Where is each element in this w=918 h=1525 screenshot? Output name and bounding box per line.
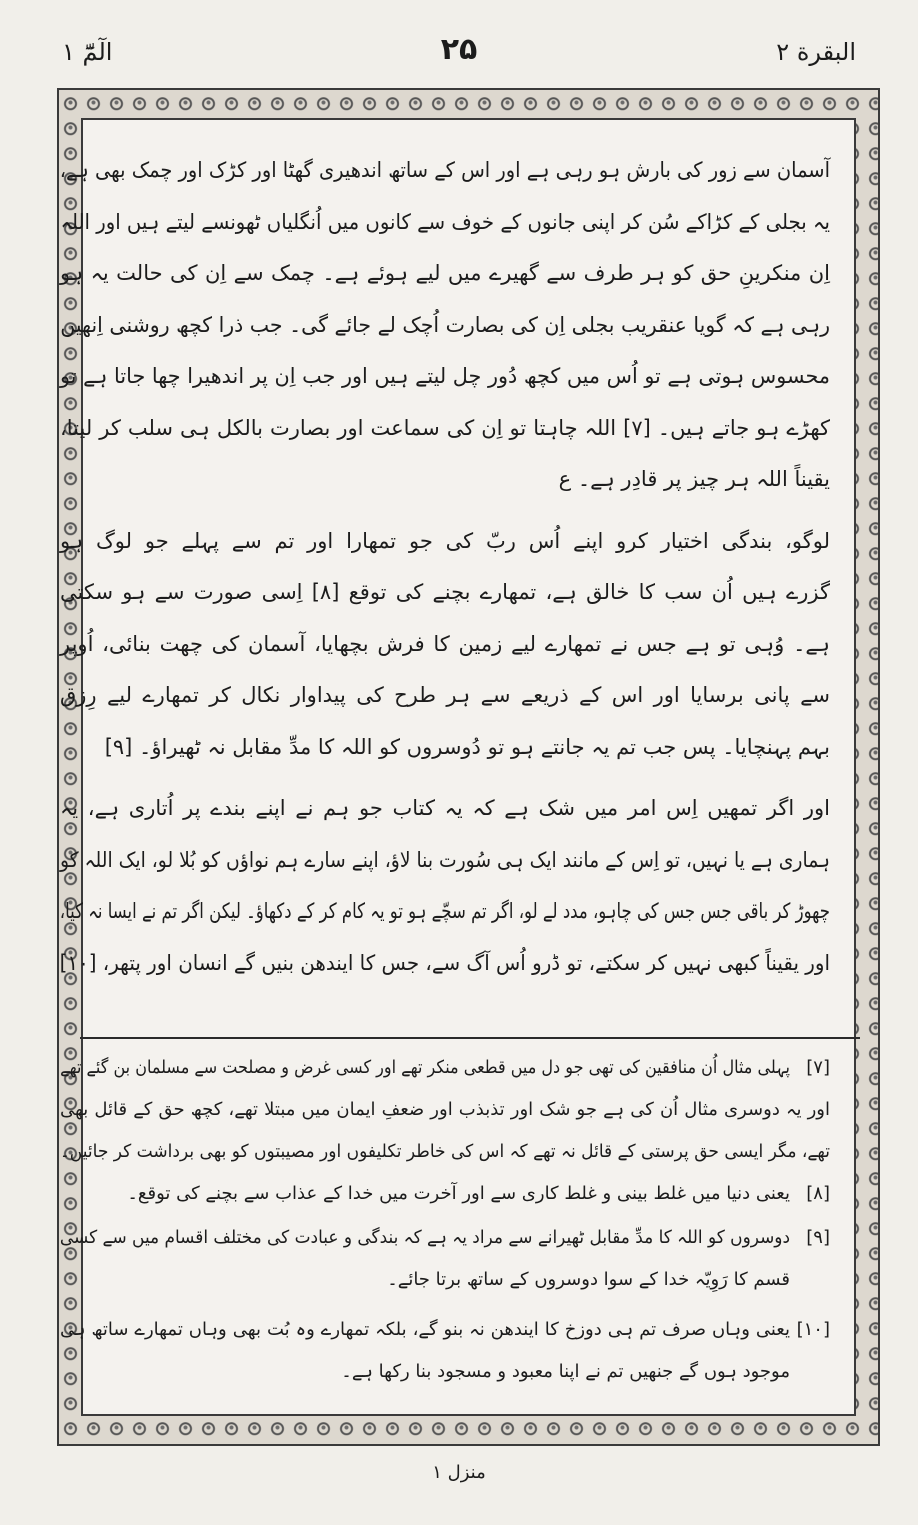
page-number: ۲۵ bbox=[440, 32, 478, 67]
text-line: کھڑے ہو جاتے ہیں۔ [۷] اللہ چاہتا تو اِن کی سماعت اور بصارت بالکل ہی سلب کر لیتا، bbox=[60, 415, 830, 440]
footnote-marker: [۱۰] bbox=[796, 1319, 830, 1340]
text-line: اِن منکرینِ حق کو ہر طرف سے گھیرے میں لیے ہوئے ہے۔ چمک سے اِن کی حالت یہ ہو bbox=[60, 261, 830, 285]
text-line: محسوس ہوتی ہے تو اُس میں کچھ دُور چل لیتے ہیں اور جب اِن پر اندھیرا چھا جاتا ہے تو bbox=[60, 364, 830, 388]
text-line: بہم پہنچایا۔ پس جب تم یہ جانتے ہو تو دُوسروں کو اللہ کا مدِّ مقابل نہ ٹھیراؤ۔ [۹] bbox=[104, 734, 830, 759]
manzil-label: منزل ۱ bbox=[432, 1462, 486, 1483]
footnote-marker: [۷] bbox=[806, 1057, 830, 1078]
text-line: گزرے ہیں اُن سب کا خالق ہے، تمھارے بچنے کی توقع [۸] اِسی صورت سے ہو سکتی bbox=[60, 580, 830, 604]
text-line: اور اگر تمھیں اِس امر میں شک ہے کہ یہ کتاب جو ہم نے اپنے بندے پر اُتاری ہے، یہ bbox=[60, 796, 830, 820]
footnote-line: دوسروں کو اللہ کا مدِّ مقابل ٹھیرانے سے مراد یہ ہے کہ بندگی و عبادت کی مختلف اقسام میں سے کسی bbox=[59, 1227, 791, 1248]
text-line: لوگو، بندگی اختیار کرو اپنے اُس ربّ کی جو تمھارا اور تم سے پہلے جو لوگ ہو bbox=[60, 528, 830, 553]
text-line: آسمان سے زور کی بارش ہو رہی ہے اور اس کے ساتھ اندھیری گھٹا اور کڑک اور چمک بھی ہے، bbox=[59, 158, 830, 182]
text-line: ہماری ہے یا نہیں، تو اِس کے مانند ایک ہی سُورت بنا لاؤ، اپنے سارے ہم نواؤں کو بُلا لو، ایک اللہ کو bbox=[59, 847, 830, 872]
text-line: یہ بجلی کے کڑاکے سُن کر اپنی جانوں کے خوف سے کانوں میں اُنگلیاں ٹھونسے لیتے ہیں اور اللہ bbox=[60, 209, 830, 234]
text-line: سے پانی برسایا اور اس کے ذریعے سے ہر طرح کی پیداوار نکال کر تمھارے لیے رِزق bbox=[60, 683, 830, 707]
footnote-separator bbox=[80, 1037, 860, 1039]
footnote-line: موجود ہوں گے جنھیں تم نے اپنا معبود و مسجود بنا رکھا ہے۔ bbox=[341, 1361, 790, 1382]
text-line: ہے۔ وُہی تو ہے جس نے تمھارے لیے زمین کا فرش بچھایا، آسمان کی چھت بنائی، اُوپر bbox=[60, 631, 830, 656]
text-line: اور یقیناً کبھی نہیں کر سکتے، تو ڈرو اُس آگ سے، جس کا ایندھن بنیں گے انسان اور پتھر، [۱۰] bbox=[59, 950, 830, 975]
text-line: چھوڑ کر باقی جس جس کی چاہو، مدد لے لو، اگر تم سچّے ہو تو یہ کام کر کے دکھاؤ۔ لیکن اگر تم نے ایسا نہ کیا، bbox=[59, 899, 830, 923]
text-line: رہی ہے کہ گویا عنقریب بجلی اِن کی بصارت اُچک لے جائے گی۔ جب ذرا کچھ روشنی اِنھیں bbox=[60, 312, 830, 337]
footnote-line: تھے، مگر ایسی حق پرستی کے قائل نہ تھے کہ اس کی خاطر تکلیفوں اور مصیبتوں کو بھی برداشت کر جائیں۔ bbox=[59, 1141, 831, 1162]
footnote-marker: [۹] bbox=[806, 1227, 830, 1248]
footnote-line: یعنی دنیا میں غلط بینی و غلط کاری سے اور آخرت میں خدا کے عذاب سے بچنے کی توقع۔ bbox=[127, 1183, 790, 1204]
footnote-line: یعنی وہاں صرف تم ہی دوزخ کا ایندھن نہ بنو گے، بلکہ تمھارے وہ بُت بھی وہاں تمھارے ساتھ ہی bbox=[60, 1319, 790, 1340]
para-name: الٓمّٓ ۱ bbox=[62, 38, 113, 66]
footnote-line: قسم کا رَوِیّہ خدا کے سوا دوسروں کے ساتھ برتا جائے۔ bbox=[387, 1269, 790, 1290]
footnote-line: اور یہ دوسری مثال اُن کی ہے جو شک اور تذبذب اور ضعفِ ایمان میں مبتلا تھے، کچھ حق کے قائل بھی bbox=[60, 1099, 830, 1120]
surah-name: البقرة ۲ bbox=[776, 38, 856, 66]
footnote-line: پہلی مثال اُن منافقین کی تھی جو دل میں قطعی منکر تھے اور کسی غرض و مصلحت سے مسلمان بن گئے تھے bbox=[60, 1057, 790, 1078]
footnote-marker: [۸] bbox=[806, 1183, 830, 1204]
text-line: یقیناً اللہ ہر چیز پر قادِر ہے۔ ع bbox=[558, 467, 830, 491]
